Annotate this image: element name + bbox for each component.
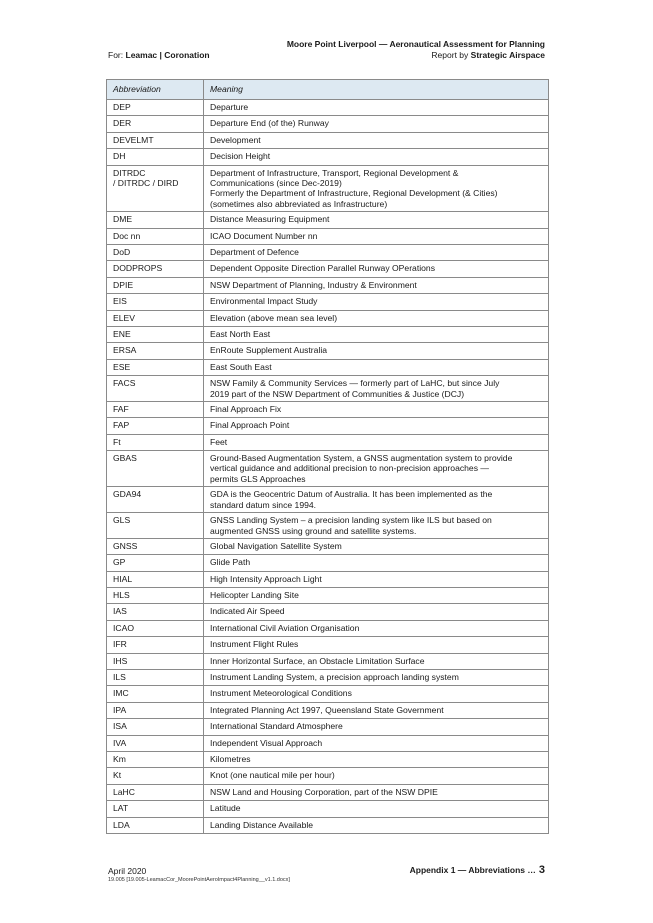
abbreviation-cell	[107, 401, 204, 417]
table-row	[107, 132, 549, 148]
table-row	[107, 261, 549, 277]
meaning-text: Indicated Air Speed	[210, 606, 285, 617]
meaning-cell	[204, 686, 549, 702]
abbreviation-text: DEVELMT	[113, 134, 154, 145]
table-row	[107, 538, 549, 554]
meaning-cell	[204, 244, 549, 260]
abbreviation-cell	[107, 294, 204, 310]
abbreviation-text: GDA94	[113, 489, 142, 500]
table-row	[107, 244, 549, 260]
meaning-cell	[204, 538, 549, 554]
abbreviation-text: Kt	[113, 770, 122, 781]
abbreviation-cell	[107, 116, 204, 132]
table-row	[107, 752, 549, 768]
meaning-text: permits GLS Approaches	[210, 473, 306, 484]
footer-appendix	[410, 864, 545, 876]
meaning-cell	[204, 359, 549, 375]
header-report-author: Strategic Airspace	[470, 50, 545, 60]
table-row	[107, 768, 549, 784]
meaning-text: Instrument Flight Rules	[210, 639, 299, 650]
meaning-text: Dependent Opposite Direction Parallel Runway OPerations	[210, 263, 435, 274]
abbreviation-text: DH	[113, 151, 126, 162]
table-row	[107, 571, 549, 587]
meaning-cell	[204, 702, 549, 718]
meaning-text: Communications (since Dec-2019)	[210, 177, 342, 188]
abbreviation-cell	[107, 434, 204, 450]
meaning-cell	[204, 165, 549, 212]
meaning-cell	[204, 277, 549, 293]
abbreviation-cell	[107, 451, 204, 487]
meaning-text: Development	[210, 134, 261, 145]
table-row	[107, 434, 549, 450]
abbreviation-text: DITRDC	[113, 167, 146, 178]
meaning-text: Integrated Planning Act 1997, Queensland State Government	[210, 704, 444, 715]
meaning-cell	[204, 418, 549, 434]
page-number: 3	[538, 864, 545, 876]
table-row	[107, 343, 549, 359]
meaning-text: High Intensity Approach Light	[210, 573, 322, 584]
abbreviation-cell	[107, 244, 204, 260]
abbreviation-cell	[107, 261, 204, 277]
meaning-text: Instrument Landing System, a precision approach landing system	[210, 672, 459, 683]
meaning-text: International Civil Aviation Organisation	[210, 622, 360, 633]
abbreviation-text: DPIE	[113, 279, 134, 290]
column-header-meaning: Meaning	[204, 80, 549, 100]
abbreviation-cell	[107, 228, 204, 244]
abbreviation-cell	[107, 212, 204, 228]
abbreviation-text: HLS	[113, 590, 130, 601]
meaning-cell	[204, 451, 549, 487]
header-report-prefix: Report by	[431, 50, 469, 60]
table-row	[107, 418, 549, 434]
meaning-text: Kilometres	[210, 754, 251, 764]
table-row	[107, 359, 549, 375]
table-row	[107, 620, 549, 636]
header-report	[287, 39, 545, 61]
abbreviation-text: GNSS	[113, 540, 138, 551]
abbreviation-cell	[107, 555, 204, 571]
meaning-cell	[204, 719, 549, 735]
abbreviation-text: LDA	[113, 819, 130, 830]
abbreviation-cell	[107, 277, 204, 293]
table-row	[107, 228, 549, 244]
footer-appendix-label: Appendix 1 — Abbreviations …	[409, 865, 536, 875]
meaning-cell	[204, 487, 549, 513]
abbreviation-cell	[107, 100, 204, 116]
meaning-text: NSW Land and Housing Corporation, part of the NSW DPIE	[210, 786, 438, 797]
abbreviation-cell	[107, 719, 204, 735]
abbreviation-text: IHS	[113, 655, 128, 666]
abbreviation-cell	[107, 310, 204, 326]
meaning-cell	[204, 768, 549, 784]
header-client-name: Leamac | Coronation	[125, 50, 210, 60]
abbreviation-cell	[107, 376, 204, 402]
abbreviation-cell	[107, 418, 204, 434]
abbreviation-text: GP	[113, 557, 126, 568]
table-row	[107, 817, 549, 833]
abbreviation-text: IVA	[113, 737, 127, 748]
abbreviation-text: ENE	[113, 328, 131, 339]
abbreviation-text: ESE	[113, 361, 131, 372]
table-row	[107, 653, 549, 669]
abbreviation-cell	[107, 359, 204, 375]
abbreviation-cell	[107, 637, 204, 653]
meaning-cell	[204, 513, 549, 539]
abbreviation-cell	[107, 784, 204, 800]
table-row	[107, 277, 549, 293]
header-report-by	[287, 50, 545, 61]
abbreviation-cell	[107, 132, 204, 148]
meaning-cell	[204, 376, 549, 402]
abbreviation-cell	[107, 620, 204, 636]
abbreviation-cell	[107, 538, 204, 554]
meaning-text: Department of Infrastructure, Transport, Regional Development &	[210, 167, 459, 178]
header-title: Moore Point Liverpool — Aeronautical Assessment for Planning	[286, 39, 545, 49]
table-row	[107, 719, 549, 735]
table-row	[107, 165, 549, 212]
table-body	[107, 100, 549, 834]
meaning-text: (sometimes also abbreviated as Infrastructure)	[210, 198, 388, 209]
abbreviation-text: Km	[113, 754, 126, 764]
header-client-prefix: For:	[108, 50, 124, 60]
table-row	[107, 310, 549, 326]
meaning-cell	[204, 149, 549, 165]
table-row	[107, 670, 549, 686]
meaning-cell	[204, 555, 549, 571]
table-row	[107, 376, 549, 402]
abbreviation-cell	[107, 588, 204, 604]
meaning-text: Elevation (above mean sea level)	[210, 312, 338, 323]
abbreviation-text: IFR	[113, 639, 127, 650]
abbreviation-text: IMC	[113, 688, 129, 699]
table-row	[107, 326, 549, 342]
table-row	[107, 604, 549, 620]
meaning-text: Ground-Based Augmentation System, a GNSS augmentation system to provide	[210, 453, 513, 464]
table-row	[107, 801, 549, 817]
meaning-cell	[204, 100, 549, 116]
meaning-text: Landing Distance Available	[210, 819, 314, 830]
abbreviation-text: Doc nn	[113, 230, 141, 241]
abbreviation-cell	[107, 752, 204, 768]
meaning-text: augmented GNSS using ground and satellite systems.	[210, 525, 417, 536]
abbreviation-cell	[107, 513, 204, 539]
meaning-text: Final Approach Fix	[210, 403, 282, 414]
abbreviation-cell	[107, 735, 204, 751]
meaning-text: GDA is the Geocentric Datum of Australia. It has been implemented as the	[210, 489, 493, 500]
abbreviation-text: GBAS	[113, 453, 137, 464]
abbreviation-text: DODPROPS	[113, 263, 163, 274]
meaning-text: Distance Measuring Equipment	[210, 214, 330, 225]
meaning-cell	[204, 653, 549, 669]
meaning-cell	[204, 310, 549, 326]
meaning-text: Global Navigation Satellite System	[210, 540, 342, 551]
abbreviation-text: EIS	[113, 296, 127, 307]
abbreviation-cell	[107, 702, 204, 718]
meaning-cell	[204, 261, 549, 277]
abbreviation-cell	[107, 343, 204, 359]
table-row	[107, 702, 549, 718]
abbreviation-cell	[107, 326, 204, 342]
meaning-cell	[204, 571, 549, 587]
abbreviation-cell	[107, 487, 204, 513]
meaning-text: Inner Horizontal Surface, an Obstacle Limitation Surface	[210, 655, 425, 666]
meaning-cell	[204, 343, 549, 359]
meaning-text: EnRoute Supplement Australia	[210, 345, 328, 356]
meaning-text: NSW Family & Community Services — formerly part of LaHC, but since July	[210, 378, 500, 389]
abbreviation-text: FACS	[113, 378, 136, 389]
table-row	[107, 116, 549, 132]
abbreviation-cell	[107, 768, 204, 784]
abbreviation-text: DME	[113, 214, 133, 225]
meaning-text: Instrument Meteorological Conditions	[210, 688, 352, 699]
table-row	[107, 784, 549, 800]
table-row	[107, 637, 549, 653]
meaning-cell	[204, 294, 549, 310]
table-row	[107, 513, 549, 539]
meaning-text: Latitude	[210, 803, 241, 814]
abbreviation-text: DoD	[113, 246, 131, 257]
table-row	[107, 588, 549, 604]
meaning-text: East North East	[210, 328, 271, 339]
meaning-cell	[204, 116, 549, 132]
table-row	[107, 294, 549, 310]
meaning-text: GNSS Landing System – a precision landing system like ILS but based on	[210, 515, 492, 526]
meaning-cell	[204, 801, 549, 817]
meaning-text: vertical guidance and additional precision to non-precision approaches —	[210, 463, 489, 474]
meaning-text: Departure	[210, 102, 249, 112]
table-row	[107, 149, 549, 165]
abbreviation-cell	[107, 801, 204, 817]
abbreviation-cell	[107, 604, 204, 620]
abbreviation-cell	[107, 165, 204, 212]
table-row	[107, 212, 549, 228]
meaning-text: Environmental Impact Study	[210, 296, 318, 307]
table-row	[107, 451, 549, 487]
footer-date: April 2020	[108, 866, 147, 876]
meaning-text: standard datum since 1994.	[210, 499, 317, 510]
meaning-cell	[204, 637, 549, 653]
abbreviation-cell	[107, 571, 204, 587]
table-row	[107, 100, 549, 116]
meaning-cell	[204, 817, 549, 833]
table-row	[107, 735, 549, 751]
meaning-text: Final Approach Point	[210, 420, 290, 431]
meaning-text: Department of Defence	[210, 246, 299, 257]
abbreviation-cell	[107, 670, 204, 686]
column-header-abbreviation: Abbreviation	[107, 80, 204, 100]
meaning-cell	[204, 604, 549, 620]
abbreviation-text: HIAL	[113, 573, 133, 584]
abbreviation-text: IPA	[113, 704, 127, 715]
meaning-cell	[204, 588, 549, 604]
abbreviation-text: FAF	[113, 403, 129, 414]
meaning-text: 2019 part of the NSW Department of Communities & Justice (DCJ)	[210, 388, 465, 399]
meaning-text: Glide Path	[210, 557, 251, 568]
meaning-text: Departure End (of the) Runway	[210, 118, 329, 129]
abbreviation-text: ERSA	[113, 345, 137, 356]
abbreviation-text: FAP	[113, 420, 130, 431]
abbreviation-text: ILS	[113, 672, 126, 683]
footer-file: 19.005 [19.005-LeamacCor_MoorePointAeroImpact4Planning__v1.1.docx]	[108, 877, 290, 883]
table-row	[107, 487, 549, 513]
meaning-text: ICAO Document Number nn	[210, 230, 318, 241]
meaning-text: East South East	[210, 361, 272, 372]
meaning-text: Feet	[210, 436, 228, 447]
meaning-text: Decision Height	[210, 151, 271, 162]
table-header-row	[107, 80, 549, 100]
abbreviation-text: Ft	[113, 436, 121, 447]
meaning-cell	[204, 228, 549, 244]
abbreviation-cell	[107, 686, 204, 702]
meaning-cell	[204, 784, 549, 800]
meaning-cell	[204, 132, 549, 148]
meaning-text: Formerly the Department of Infrastructure, Regional Development (& Cities)	[210, 188, 498, 199]
abbreviation-text: ISA	[113, 721, 127, 732]
meaning-cell	[204, 752, 549, 768]
abbreviation-text: LaHC	[113, 786, 135, 797]
meaning-text: Helicopter Landing Site	[210, 590, 299, 601]
table-row	[107, 555, 549, 571]
abbreviation-text: ELEV	[113, 312, 135, 323]
meaning-cell	[204, 326, 549, 342]
meaning-cell	[204, 434, 549, 450]
abbreviation-cell	[107, 653, 204, 669]
abbreviation-text: DEP	[113, 102, 131, 112]
table-row	[107, 686, 549, 702]
abbreviation-text: GLS	[113, 515, 131, 526]
abbreviations-table	[106, 79, 549, 834]
abbreviation-text: / DITRDC / DIRD	[113, 177, 179, 188]
abbreviation-cell	[107, 149, 204, 165]
meaning-text: Independent Visual Approach	[210, 737, 323, 748]
header-client	[108, 50, 210, 60]
meaning-cell	[204, 620, 549, 636]
meaning-cell	[204, 212, 549, 228]
abbreviation-text: IAS	[113, 606, 127, 617]
meaning-text: Knot (one nautical mile per hour)	[210, 770, 335, 781]
meaning-text: International Standard Atmosphere	[210, 721, 343, 732]
meaning-cell	[204, 735, 549, 751]
meaning-cell	[204, 670, 549, 686]
meaning-text: NSW Department of Planning, Industry & Environment	[210, 279, 417, 290]
abbreviation-text: ICAO	[113, 622, 135, 633]
meaning-cell	[204, 401, 549, 417]
abbreviation-text: LAT	[113, 803, 129, 814]
table-row	[107, 401, 549, 417]
abbreviation-text: DER	[113, 118, 132, 129]
abbreviation-cell	[107, 817, 204, 833]
